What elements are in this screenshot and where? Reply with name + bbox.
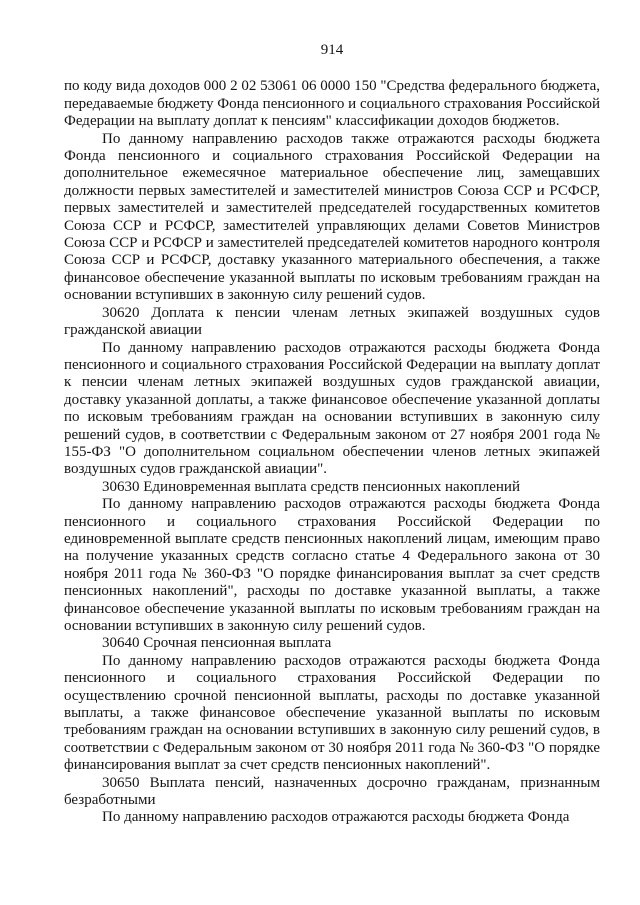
paragraph-revenue-code-continuation: по коду вида доходов 000 2 02 53061 06 0000 150 "Средства федерального бюджета, передаваемые бюджету Фонда пенсионного и социального страхования Российской Федерации на выплату доплат к пенсиям" классификации доходов бюджетов.	[64, 78, 600, 130]
section-heading-30640: 30640 Срочная пенсионная выплата	[102, 635, 332, 652]
page-number: 914	[320, 42, 344, 58]
document-page	[64, 42, 600, 827]
paragraph-30630-description: По данному направлению расходов отражаются расходы бюджета Фонда пенсионного и социального страхования Российской Федерации по единовременной выплате средств пенсионных накоплений лицам, имеющим право на получение указанных средств согласно статье 4 Федерального закона от 30 ноября 2011 года № 360-ФЗ "О порядке финансирования выплат за счет средств пенсионных накоплений", расходы по доставке указанной выплаты, а также финансовое обеспечение указанной выплаты по исковым требованиям граждан на основании вступивших в законную силу решений судов.	[64, 496, 600, 634]
paragraph-30620-description: По данному направлению расходов отражаются расходы бюджета Фонда пенсионного и социального страхования Российской Федерации на выплату доплат к пенсии членам летных экипажей воздушных судов гражданской авиации, доставку указанной доплаты, а также финансовое обеспечение указанной доплаты по исковым требованиям граждан на основании вступивших в законную силу решений судов, в соответствии с Федеральным законом от 27 ноября 2001 года № 155-ФЗ "О дополнительном социальном обеспечении членов летных экипажей воздушных судов гражданской авиации".	[64, 339, 600, 478]
section-heading-30630: 30630 Единовременная выплата средств пенсионных накоплений	[102, 478, 520, 495]
paragraph-30650-description: По данному направлению расходов отражаются расходы бюджета Фонда	[102, 809, 570, 826]
paragraph-30640-description: По данному направлению расходов отражаются расходы бюджета Фонда пенсионного и социального страхования Российской Федерации по осуществлению срочной пенсионной выплаты, расходы по доставке указанной выплаты, а также финансовое обеспечение указанной выплаты по исковым требованиям граждан на основании вступивших в законную силу решений судов, в соответствии с Федеральным законом от 30 ноября 2011 года № 360-ФЗ "О порядке финансирования выплат за счет средств пенсионных накоплений".	[64, 652, 600, 774]
section-heading-30650: 30650 Выплата пенсий, назначенных досрочно гражданам, признанным безработными	[64, 774, 600, 809]
section-heading-30620: 30620 Доплата к пенсии членам летных экипажей воздушных судов гражданской авиации	[64, 304, 600, 339]
paragraph-additional-material-support: По данному направлению расходов также отражаются расходы бюджета Фонда пенсионного и социального страхования Российской Федерации на дополнительное ежемесячное материальное обеспечение лиц, замещавших должности первых заместителей и заместителей министров Союза ССР и РСФСР, первых заместителей и заместителей председателей государственных комитетов Союза ССР и РСФСР, заместителей управляющих делами Советов Министров Союза ССР и РСФСР и заместителей председателей комитетов народного контроля Союза ССР и РСФСР, доставку указанного материального обеспечения, а также финансовое обеспечение указанной выплаты по исковым требованиям граждан на основании вступивших в законную силу решений судов.	[64, 130, 600, 304]
